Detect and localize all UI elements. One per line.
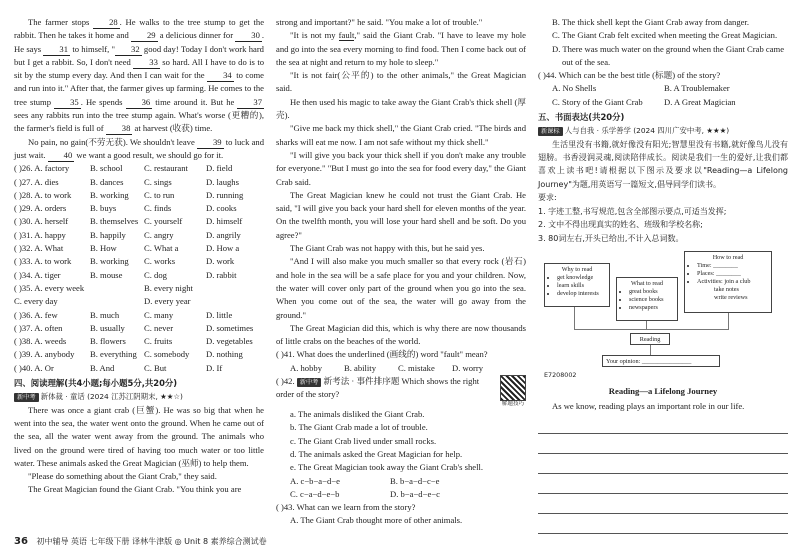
option-c: C. never	[144, 322, 174, 333]
passage-text: to himself, "	[70, 43, 116, 54]
option-c: C. works	[144, 256, 176, 267]
option-c: C. Story of the Giant Crab	[552, 96, 643, 107]
option-b: B. everything	[90, 349, 137, 360]
option-d: D. little	[206, 309, 233, 320]
option-c: C. What a	[144, 243, 179, 254]
story-paragraph: "Give me back my thick shell," the Giant Crab cried. "The birds and sharks will eat me now. I am not safe without my thick shell."	[276, 123, 526, 147]
option-row	[14, 162, 264, 175]
question-42-item-a: a. The animals disliked the Giant Crab.	[290, 409, 425, 420]
why-to-read-box	[544, 263, 610, 307]
option-c: B. every night	[144, 282, 193, 293]
option-b: B. flowers	[90, 336, 126, 347]
question-42	[276, 375, 526, 408]
passage-text: time around it. But he	[152, 96, 238, 107]
passage-text: a delicious dinner for	[157, 30, 236, 41]
how-to-read-box	[684, 251, 772, 313]
passage-text: to come and run into it." After that, the farmer gives up farming. He comes to the tree stump	[14, 70, 264, 107]
option-row	[14, 189, 264, 202]
option-q: ( )35. A. every week	[14, 282, 85, 293]
option-row	[14, 295, 264, 308]
requirement-3: 3. 80词左右,开头已给出,不计入总词数。	[538, 233, 684, 243]
blank-number[interactable]: 37	[237, 97, 264, 109]
column-right	[538, 16, 788, 534]
essay-title: Reading—a Lifelong Journey	[608, 385, 718, 396]
option-d	[206, 282, 264, 295]
option-d: D. vegetables	[206, 336, 253, 347]
section5-source	[538, 124, 788, 137]
question-42-options-1	[276, 475, 526, 488]
what-to-read-box	[616, 277, 678, 321]
story-paragraph: The Great Magician knew he could not trust the Giant Crab. He said, "I will give you back your hard shell for eleven months of the year. On the twelfth month, you will lose your hard shell and be soft. Do you agree?"	[276, 189, 526, 240]
blank-number[interactable]: 39	[197, 137, 224, 149]
option-d: D. rabbit	[206, 269, 237, 280]
option-row	[14, 229, 264, 242]
section5-title: 五、书面表达(共20分)	[538, 112, 625, 123]
question-42-number: ( )42.	[276, 376, 295, 387]
option-q: ( )33. A. to work	[14, 256, 72, 267]
option-q: ( )30. A. herself	[14, 216, 69, 227]
section5-source-text: 人与自我 · 乐学善学 (2024 四川广安中考, ★★★)	[564, 126, 730, 136]
option-c: C. c−a−d−e−b	[290, 488, 340, 499]
option-c: C. angry	[144, 229, 174, 240]
option-row	[14, 215, 264, 228]
opinion-box: Your opinion: ________________	[602, 355, 720, 367]
what-item: • newspapers	[629, 304, 674, 312]
option-b: B. usually	[90, 322, 125, 333]
option-row	[14, 176, 264, 189]
question-42-item-c: c. The Giant Crab lived under small rocks.	[290, 435, 437, 446]
what-item: • science books	[629, 296, 674, 304]
option-row	[14, 309, 264, 322]
passage-text: . He says	[14, 30, 265, 54]
qr-code-icon[interactable]	[500, 375, 526, 401]
passage-text: . He walks to the tree stump to get the rabbit. Then he takes it home and	[14, 17, 265, 41]
option-b: B. mouse	[90, 269, 123, 280]
option-d: D. b−a−d−e−c	[390, 488, 440, 499]
option-a: A. No Shells	[552, 83, 597, 94]
option-row	[14, 348, 264, 361]
answer-line[interactable]	[538, 494, 788, 514]
option-d: D. worry	[452, 362, 484, 373]
section4-source	[14, 390, 264, 403]
blank-number[interactable]: 28	[93, 17, 120, 29]
blank-number[interactable]: 34	[207, 70, 234, 82]
option-c: C. dog	[144, 269, 167, 280]
writing-prompt: 生活里没有书籍,就好像没有阳光;智慧里没有书籍,就好像鸟儿没有翅膀。书香浸润灵魂,阅读陪伴成长。阅读是我们一生的爱好,让我们都喜欢上读书吧!请根据以下图示及要求以"Reading—a Lifelong Journey"为题,用英语写一篇短文,倡导同学们读书。	[538, 139, 788, 189]
story-paragraph: "And I will also make you much smaller so that every rock (岩石) and hole in the sea will be a safe place for you and your children. Now, the water will cover only part of the ground when you go into the sea. When you come out of the sea, the water will go away from the ground."	[276, 256, 526, 320]
question-43-option-d: D. There was much water on the ground when the Giant Crab came out of the sea.	[552, 43, 785, 67]
option-d: D. work	[206, 256, 235, 267]
passage-text: . He spends	[80, 96, 126, 107]
arrow-line	[650, 345, 651, 355]
option-d	[206, 295, 264, 308]
option-row	[14, 242, 264, 255]
option-b: B. working	[90, 256, 129, 267]
option-c: C. sings	[144, 176, 172, 187]
option-q: ( )26. A. factory	[14, 163, 70, 174]
option-d: D. nothing	[206, 349, 243, 360]
question-43-option-c: C. The Giant Crab felt excited when meeting the Great Magician.	[552, 30, 778, 41]
option-b: B. themselves	[90, 216, 139, 227]
why-item: • get knowledge	[557, 274, 606, 282]
reading-paragraph-1: There was once a giant crab (巨蟹). He was so big that when he went into the sea, the water went onto the ground. When he came out of the sea, all the water went away from the ground. The animals who lived on the ground were tired of having too much water or too little water. These animals asked the Great Magician (巫师) to help them.	[14, 404, 264, 468]
blank-number[interactable]: 32	[115, 44, 142, 56]
option-row	[14, 202, 264, 215]
option-q: ( )32. A. What	[14, 243, 64, 254]
story-paragraph: He then used his magic to take away the Giant Crab's thick shell (厚壳).	[276, 96, 526, 121]
option-row	[14, 362, 264, 375]
option-row	[14, 322, 264, 335]
option-b: B. And	[90, 362, 115, 373]
arrow-line	[646, 321, 647, 329]
option-b: B. buys	[90, 203, 117, 214]
blank-number[interactable]: 36	[126, 97, 153, 109]
blank-number[interactable]: 38	[106, 123, 133, 135]
option-q: ( )31. A. happy	[14, 229, 66, 240]
passage-text: we want a good result, we should go for it.	[74, 149, 224, 160]
option-row	[14, 255, 264, 268]
option-a: A. c−b−a−d−e	[290, 475, 340, 486]
how-item: take notes	[714, 285, 739, 293]
answer-line[interactable]	[538, 454, 788, 474]
question-44: ( )44. Which can be the best title (标题) of the story?	[538, 70, 721, 81]
option-b: B. working	[90, 189, 129, 200]
section4-source-text: 新体裁 · 童话 (2024 江苏江阴期末, ★★☆)	[40, 392, 183, 402]
question-42-text: 新考法 · 事件排序题 Which shows the right order of the story?	[276, 376, 480, 400]
cloze-paragraph-1	[14, 16, 264, 136]
passage-text: good day! Today I don't work hard but I get a rabbit. So, I don't need	[14, 43, 264, 67]
option-b: B. happily	[90, 229, 126, 240]
option-b: B. b−a−d−c−e	[390, 475, 440, 486]
new-exam-tag: 新中考	[14, 393, 39, 402]
option-b: B. school	[90, 163, 123, 174]
underlined-word: fault	[338, 30, 355, 41]
option-q: ( )28. A. to work	[14, 189, 72, 200]
how-item: • Activities: join a club	[697, 278, 768, 286]
option-b: B. A Troublemaker	[664, 83, 730, 94]
option-row	[14, 269, 264, 282]
how-item: write reviews	[714, 293, 748, 301]
reading-paragraph-2: "Please do something about the Giant Crab," they said.	[28, 471, 217, 482]
arrow-line	[728, 313, 729, 329]
question-42-item-b: b. The Giant Crab made a lot of trouble.	[290, 422, 428, 433]
answer-line[interactable]	[538, 414, 788, 434]
page-number: 36	[14, 536, 28, 547]
qr-label: 解题技巧	[501, 401, 525, 408]
section4-title: 四、阅读理解(共4小题;每小题5分,共20分)	[14, 378, 178, 389]
answer-line[interactable]	[538, 514, 788, 534]
requirements-title: 要求:	[538, 193, 557, 203]
story-paragraph: "It is not fair(公平的) to the other animals," the Great Magician said.	[276, 70, 526, 94]
story-paragraph: strong and important?" he said. "You make a lot of trouble."	[276, 17, 483, 27]
question-42-options-2	[276, 488, 526, 501]
passage-text: at harvest (收获) time.	[132, 123, 213, 134]
cloze-paragraph-2	[14, 136, 264, 163]
reading-paragraph-3: The Great Magician found the Giant Crab. "You think you are	[28, 484, 242, 495]
new-standard-tag: 新课标	[538, 127, 563, 136]
option-d: D. running	[206, 189, 244, 200]
code-stamp: E7208002	[544, 370, 577, 379]
question-43-option-a: A. The Giant Crab thought more of other animals.	[290, 515, 463, 526]
option-d: D. A Great Magician	[664, 96, 736, 107]
option-d: D. field	[206, 163, 233, 174]
option-q: ( )36. A. few	[14, 309, 58, 320]
option-c: C. many	[144, 309, 174, 320]
option-q: ( )27. A. dies	[14, 176, 59, 187]
option-row	[14, 282, 264, 295]
option-c: D. every year	[144, 296, 191, 307]
question-44-options-1	[538, 82, 788, 95]
answer-line[interactable]	[538, 434, 788, 454]
what-item: • great books	[629, 288, 674, 296]
option-c: C. restaurant	[144, 163, 188, 174]
blank-number[interactable]: 40	[48, 150, 75, 162]
why-item: • develop interests	[557, 290, 606, 298]
option-c: C. But	[144, 362, 167, 373]
option-c: C. to run	[144, 189, 175, 200]
requirement-1: 1. 字迹工整,书写规范,包含全部图示要点,可适当发挥;	[538, 206, 727, 216]
page-footer	[14, 536, 267, 547]
option-q: ( )29. A. orders	[14, 203, 67, 214]
story-paragraph: The Great Magician did this, which is why there are now thousands of little crabs on the beaches of the world.	[276, 322, 526, 347]
requirement-2: 2. 文中不得出现真实的姓名、班级和学校名称;	[538, 220, 703, 230]
reading-center-box: Reading	[630, 333, 670, 345]
option-q: C. every day	[14, 296, 58, 307]
how-item: • Places: ________	[697, 270, 768, 278]
arrow-line	[574, 307, 575, 329]
option-c: C. fruits	[144, 336, 173, 347]
why-title: Why to read	[561, 265, 593, 273]
option-c: C. somebody	[144, 349, 190, 360]
passage-text: to luck and just wait.	[14, 136, 264, 160]
option-row	[14, 335, 264, 348]
option-d: D. cooks	[206, 203, 237, 214]
new-exam-tag: 新中考	[297, 378, 322, 387]
option-b: B. much	[90, 309, 120, 320]
column-middle	[276, 16, 526, 528]
option-q: ( )39. A. anybody	[14, 349, 75, 360]
passage-text: The farmer stops	[28, 17, 94, 27]
blank-number[interactable]: 31	[43, 44, 70, 56]
passage-text: so hard. All I have to do is to sit by the stump every day. And then I can wait for the	[14, 56, 265, 81]
question-43-option-b: B. The thick shell kept the Giant Crab away from danger.	[552, 17, 749, 27]
passage-text: sees any rabbits run into the tree stump again. What's worse (更糟的), the farmer's field is full of	[14, 110, 264, 134]
option-d: D. sometimes	[206, 322, 254, 333]
column-left	[14, 16, 264, 497]
essay-start: As we know, reading plays an important role in our life.	[552, 401, 745, 412]
passage-text: No pain, no gain(不劳无获). We shouldn't leave	[28, 136, 197, 147]
option-c: C. finds	[144, 203, 172, 214]
option-b: B. ability	[344, 362, 376, 373]
question-42-item-e: e. The Great Magician took away the Giant Crab's shell.	[290, 462, 484, 473]
option-q: ( )38. A. weeds	[14, 336, 67, 347]
blank-number[interactable]: 35	[54, 97, 81, 109]
option-d: D. laughs	[206, 176, 239, 187]
answer-line[interactable]	[538, 474, 788, 494]
question-41-options	[276, 362, 526, 375]
what-title: What to read	[631, 279, 663, 287]
option-b: B. dances	[90, 176, 124, 187]
option-q: ( )40. A. Or	[14, 362, 54, 373]
option-q: ( )37. A. often	[14, 322, 63, 333]
option-b: B. How	[90, 243, 117, 254]
reading-mind-map	[544, 251, 774, 381]
option-b	[90, 295, 144, 308]
option-d: D. himself	[206, 216, 243, 227]
footer-text: 初中辅导 英语 七年级下册 译林牛津版 ◎ Unit 8 素养综合测试卷	[36, 537, 267, 546]
story-paragraph: The Giant Crab was not happy with this, but he said yes.	[290, 243, 485, 254]
story-paragraph: "I will give you back your thick shell if you don't make any trouble for everyone." "But I must go into the sea for food every day," the Giant Crab said.	[276, 149, 526, 187]
option-d: D. angrily	[206, 229, 241, 240]
blank-number[interactable]: 33	[133, 57, 160, 69]
arrow-line	[574, 329, 729, 330]
option-a: A. hobby	[290, 362, 322, 373]
answer-lines[interactable]	[538, 414, 788, 534]
option-d: D. How a	[206, 243, 240, 254]
option-b	[90, 282, 144, 295]
question-44-options-2	[538, 96, 788, 109]
story-paragraph: "It is not my fault," said the Giant Crab. "I have to leave my hole and go into the sea every morning to find food. Then I come back out of the sea at night and return to my hole to sleep."	[276, 30, 526, 67]
question-42-item-d: d. The animals asked the Great Magician for help.	[290, 448, 463, 459]
why-item: • learn skills	[557, 282, 606, 290]
option-c: C. yourself	[144, 216, 183, 227]
option-q: ( )34. A. tiger	[14, 269, 61, 280]
option-d: D. If	[206, 362, 223, 373]
story-paragraphs	[276, 16, 526, 348]
option-c: C. mistake	[398, 362, 435, 373]
blank-number[interactable]: 30	[235, 30, 262, 42]
cloze-options	[14, 162, 264, 375]
question-41: ( )41. What does the underlined (画线的) word "fault" mean?	[276, 349, 488, 360]
blank-number[interactable]: 29	[131, 30, 158, 42]
how-item: • Time: ________	[697, 262, 768, 270]
question-43: ( )43. What can we learn from the story?	[276, 502, 416, 513]
how-title: How to read	[712, 253, 744, 261]
